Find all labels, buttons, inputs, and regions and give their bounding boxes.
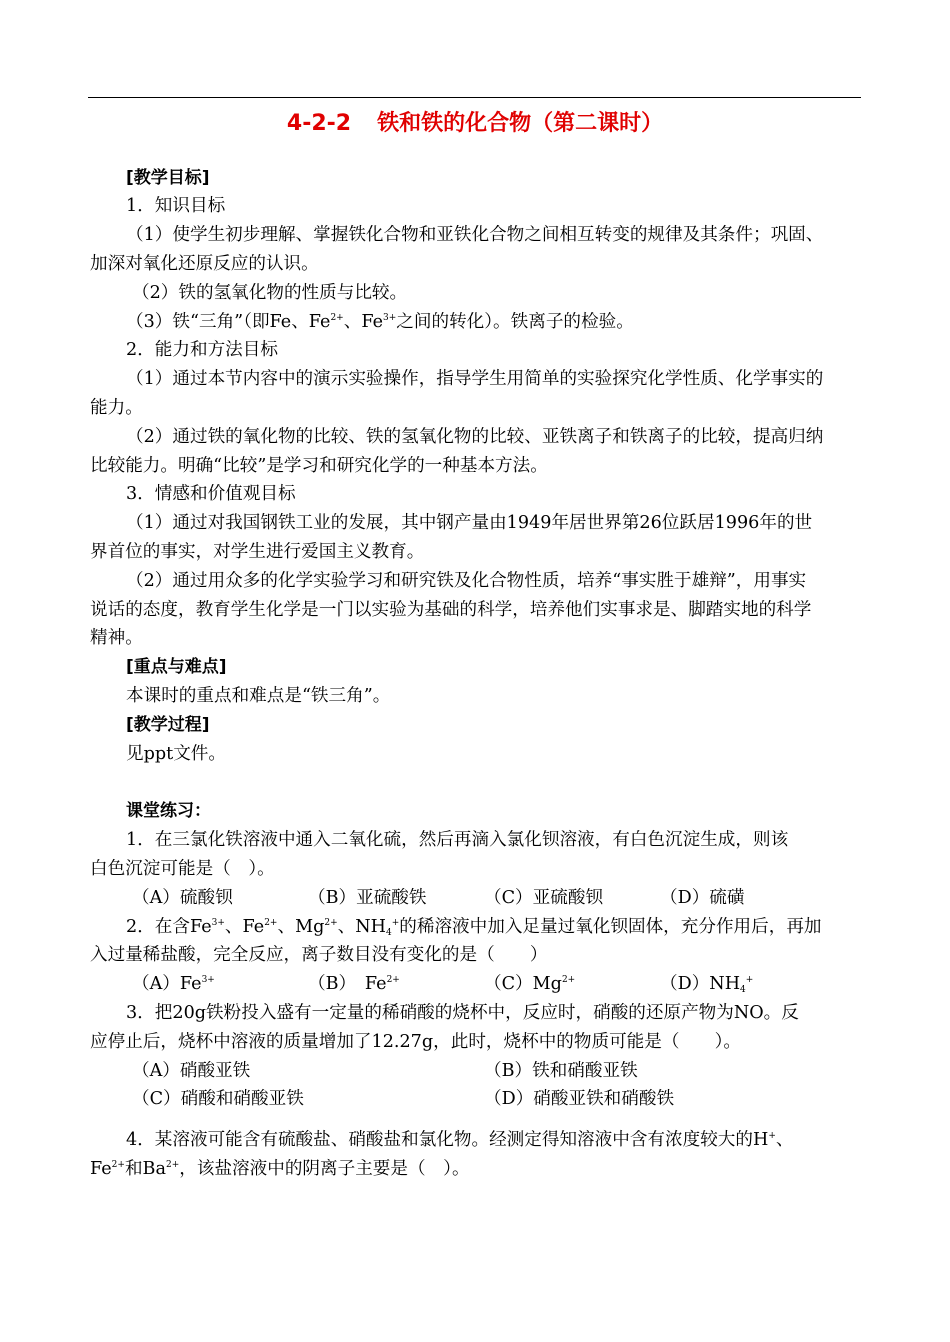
text-run: （B） Fe (308, 974, 387, 994)
emotion-item1-line1: （1）通过对我国钢铁工业的发展，其中钢产量由1949年居世界第26位跃居1996年的世 (126, 513, 813, 533)
process-text: 见ppt文件。 (126, 744, 226, 764)
q2-line2: 入过量稀盐酸，完全反应，离子数目没有变化的是（ ） (90, 945, 548, 965)
process-heading: [教学过程] (126, 715, 210, 735)
ability-heading: 2．能力和方法目标 (126, 340, 278, 360)
q3-option-c: （C）硝酸和硝酸亚铁 (132, 1089, 304, 1109)
q1-option-b: （B）亚硫酸铁 (308, 888, 427, 908)
q1-line1: 1．在三氯化铁溶液中通入二氧化硫，然后再滴入氯化钡溶液，有白色沉淀生成，则该 (126, 830, 789, 850)
q4-line2 (90, 1155, 470, 1183)
q2-option-a (132, 970, 215, 998)
ability-item1-line2: 能力。 (90, 398, 143, 418)
text-run: 、Fe (224, 917, 265, 937)
charge-superscript: 2+ (264, 918, 278, 928)
q2-line1 (126, 913, 822, 941)
subscript: 4 (385, 928, 392, 938)
exercises-heading: 课堂练习： (126, 801, 211, 821)
text-run: （3）铁“三角”（即Fe、Fe (126, 312, 331, 332)
ability-item2-line1: （2）通过铁的氧化物的比较、铁的氢氧化物的比较、亚铁离子和铁离子的比较，提高归纳 (126, 427, 824, 447)
text-run: 、NH (337, 917, 386, 937)
charge-superscript: 2+ (386, 975, 400, 985)
knowledge-item1-line2: 加深对氧化还原反应的认识。 (90, 254, 319, 274)
q3-line1: 3．把20g铁粉投入盛有一定量的稀硝酸的烧杯中，反应时，硝酸的还原产物为NO。反 (126, 1003, 799, 1023)
charge-superscript: 2+ (324, 918, 338, 928)
q4-line1 (126, 1126, 793, 1154)
text-run: 之间的转化）。铁离子的检验。 (396, 312, 634, 332)
q2-option-b (308, 970, 400, 998)
emotion-item2-line1: （2）通过用众多的化学实验学习和研究铁及化合物性质，培养“事实胜于雄辩”，用事实 (126, 571, 807, 591)
knowledge-heading: 1．知识目标 (126, 196, 226, 216)
charge-superscript: 2+ (561, 975, 576, 985)
charge-superscript: + (768, 1131, 776, 1141)
emotion-item2-line3: 精神。 (90, 628, 143, 648)
q2-option-c (484, 970, 575, 998)
q1-option-c: （C）亚硫酸钡 (484, 888, 604, 908)
charge-superscript: 2+ (165, 1160, 180, 1170)
text-run: （A）Fe (132, 974, 202, 994)
charge-superscript: + (391, 918, 400, 928)
text-run: 的稀溶液中加入足量过氧化钡固体，充分作用后，再加 (399, 917, 822, 937)
q1-option-d: （D）硫磺 (660, 888, 745, 908)
text-run: 4．某溶液可能含有硫酸盐、硝酸盐和氯化物。经测定得知溶液中含有浓度较大的H (126, 1130, 769, 1150)
ability-item2-line2: 比较能力。明确“比较”是学习和研究化学的一种基本方法。 (90, 456, 548, 476)
charge-superscript: + (745, 975, 754, 985)
charge-superscript: 3+ (383, 313, 397, 323)
text-run: （C）Mg (484, 974, 562, 994)
objectives-heading: [教学目标] (126, 168, 210, 188)
header-rule (88, 97, 861, 98)
knowledge-item2: （2）铁的氢氧化物的性质与比较。 (132, 283, 408, 303)
text-run: 2．在含Fe (126, 917, 212, 937)
lesson-title: 铁和铁的化合物（第二课时） (377, 111, 664, 136)
q2-option-d (660, 970, 753, 998)
charge-superscript: 2+ (330, 313, 344, 323)
page-title (0, 106, 950, 137)
text-run: 和Ba (124, 1159, 166, 1179)
q3-option-a: （A）硝酸亚铁 (132, 1061, 251, 1081)
text-run: （D）NH (660, 974, 741, 994)
text-run: 、Fe (343, 312, 383, 332)
q3-line2: 应停止后，烧杯中溶液的质量增加了12.27g，此时，烧杯中的物质可能是（ ）。 (90, 1032, 742, 1052)
text-run: 、 (775, 1130, 794, 1150)
lesson-number: 4-2-2 (286, 111, 352, 136)
q3-option-b: （B）铁和硝酸亚铁 (484, 1061, 638, 1081)
q1-line2: 白色沉淀可能是（ ）。 (90, 859, 275, 879)
charge-superscript: 2+ (111, 1160, 125, 1170)
keypoints-heading: [重点与难点] (126, 657, 227, 677)
emotion-heading: 3．情感和价值观目标 (126, 484, 296, 504)
text-run: ，该盐溶液中的阴离子主要是（ ）。 (179, 1159, 470, 1179)
subscript: 4 (740, 985, 746, 995)
keypoints-text: 本课时的重点和难点是“铁三角”。 (126, 686, 391, 706)
charge-superscript: 3+ (211, 918, 225, 928)
charge-superscript: 3+ (201, 975, 215, 985)
emotion-item2-line2: 说话的态度，教育学生化学是一门以实验为基础的科学，培养他们实事求是、脚踏实地的科学 (90, 600, 812, 620)
q1-option-a: （A）硫酸钡 (132, 888, 233, 908)
text-run: 、Mg (277, 917, 325, 937)
text-run: Fe (90, 1159, 112, 1179)
ability-item1-line1: （1）通过本节内容中的演示实验操作，指导学生用简单的实验探究化学性质、化学事实的 (126, 369, 824, 389)
emotion-item1-line2: 界首位的事实，对学生进行爱国主义教育。 (90, 542, 425, 562)
q3-option-d: （D）硝酸亚铁和硝酸铁 (484, 1089, 675, 1109)
knowledge-item3 (126, 308, 634, 336)
knowledge-item1-line1: （1）使学生初步理解、掌握铁化合物和亚铁化合物之间相互转变的规律及其条件；巩固、 (126, 225, 824, 245)
